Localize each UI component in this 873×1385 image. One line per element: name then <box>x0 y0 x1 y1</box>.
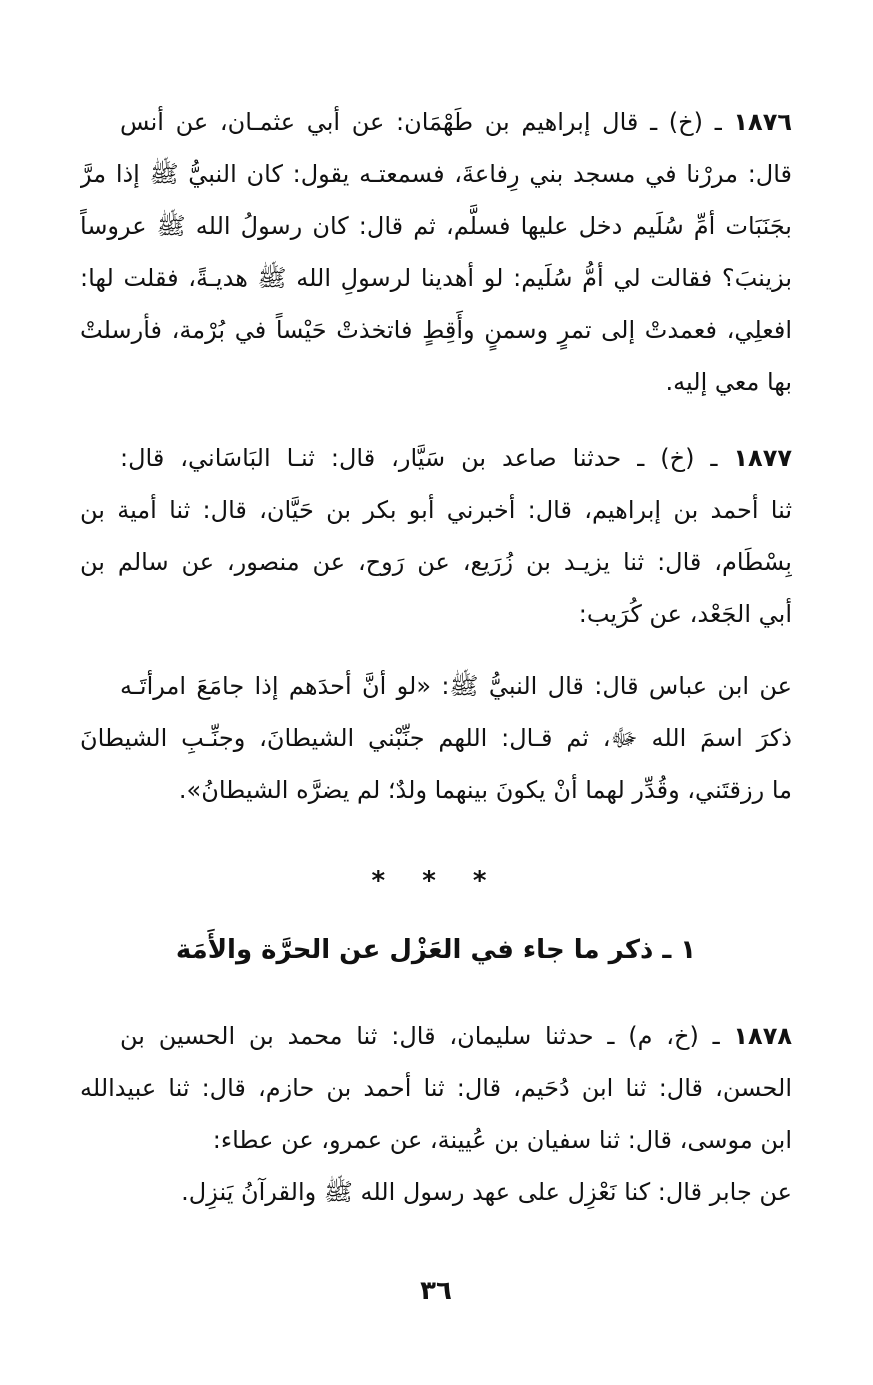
hadith-1878-line-3: ابن موسى، قال: ثنا سفيان بن عُيينة، عن عمرو، عن عطاء: <box>212 1126 792 1154</box>
hadith-text: ـ (خ) ـ حدثنا صاعد بن سَيَّار، قال: ثنـا البَاسَاني، قال: <box>120 444 734 472</box>
hadith-number: ١٨٧٦ <box>733 108 792 136</box>
hadith-1877-line-3: بِسْطَام، قال: ثنا يزيـد بن زُرَيع، عن رَوح، عن منصور، عن سالم بن <box>80 548 792 576</box>
chapter-heading: ١ ـ ذكر ما جاء في العَزْل عن الحرَّة والأَمَة <box>175 935 697 965</box>
hadith-1876-line-2: قال: مررْنا في مسجد بني رِفاعةَ، فسمعتـه يقول: كان النبيُّ ﷺ إذا مرَّ <box>80 160 792 188</box>
hadith-number: ١٨٧٧ <box>733 444 792 472</box>
hadith-text: ـ (خ) ـ قال إبراهيم بن طَهْمَان: عن أبي عثمـان، عن أنس <box>120 108 734 136</box>
hadith-1877-matn-1: عن ابن عباس قال: قال النبيُّ ﷺ: «لو أنَّ أحدَهم إذا جامَعَ امرأتَـه <box>120 672 792 700</box>
hadith-1876-line-3: بجَنَبَات أمِّ سُلَيم دخل عليها فسلَّم، ثم قال: كان رسولُ الله ﷺ عروساً <box>80 212 792 240</box>
hadith-1878-matn-1: عن جابر قال: كنا نَعْزِل على عهد رسول الله ﷺ والقرآنُ يَنزِل. <box>181 1178 792 1206</box>
hadith-1876-line-5: افعلِي، فعمدتْ إلى تمرٍ وسمنٍ وأَقِطٍ فاتخذتْ حَيْساً في بُرْمة، فأرسلتْ <box>80 316 792 344</box>
hadith-1877-matn-3: ما رزقتَني، وقُدِّر لهما أنْ يكونَ بينهما ولدٌ؛ لم يضرَّه الشيطانُ». <box>178 776 792 804</box>
hadith-text: ـ (خ، م) ـ حدثنا سليمان، قال: ثنا محمد بن الحسين بن <box>120 1022 734 1050</box>
hadith-1878-line-2: الحسن، قال: ثنا ابن دُحَيم، قال: ثنا أحمد بن حازم، قال: ثنا عبيدالله <box>80 1074 792 1102</box>
hadith-1876-line-4: بزينبَ؟ فقالت لي أمُّ سُلَيم: لو أهدينا لرسولِ الله ﷺ هديـةً، فقلت لها: <box>80 264 792 292</box>
hadith-1877-line-1 <box>120 432 792 484</box>
hadith-1877-line-2: ثنا أحمد بن إبراهيم، قال: أخبرني أبو بكر بن حَيَّان، قال: ثنا أمية بن <box>80 496 792 524</box>
hadith-1878-line-1 <box>120 1010 792 1062</box>
section-separator: * * * <box>371 866 501 896</box>
book-page <box>80 96 792 1356</box>
hadith-1877-matn-2: ذكرَ اسمَ الله ﷻ، ثم قـال: اللهم جنِّبْني الشيطانَ، وجنِّـبِ الشيطانَ <box>80 724 792 752</box>
hadith-1877-line-4: أبي الجَعْد، عن كُرَيب: <box>578 600 792 628</box>
hadith-1876-line-6: بها معي إليه. <box>665 368 792 396</box>
page-number: ٣٦ <box>420 1276 452 1306</box>
hadith-1876-line-1 <box>120 96 792 148</box>
hadith-number: ١٨٧٨ <box>733 1022 792 1050</box>
